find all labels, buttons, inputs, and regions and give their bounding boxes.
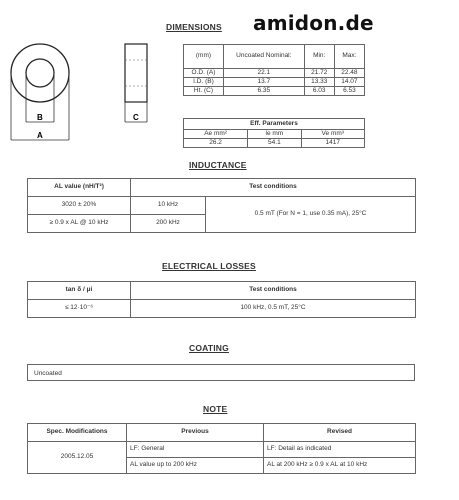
loss-condition: 100 kHz, 0.5 mT, 25°C [131,300,416,318]
test-condition: 0.5 mT (For N = 1, use 0.35 mA), 25°C [206,197,416,233]
inductance-table [27,178,416,233]
dim-header: (mm) [184,45,224,69]
losses-header: Test conditions [131,282,416,300]
note-title: NOTE [203,404,228,414]
dim-header: Min: [304,45,334,69]
coating-title: COATING [189,343,229,353]
eff-header: Ve mm³ [301,130,364,139]
dim-cell: 22.1 [223,69,304,78]
table-row [28,442,416,458]
previous-cell: AL value up to 200 kHz [127,458,264,474]
eff-title: Eff. Parameters [184,119,365,130]
revised-cell: AL at 200 kHz ≥ 0.9 x AL at 10 kHz [264,458,416,474]
inductance-header: AL value (nH/T²) [28,179,131,197]
dim-cell: 13.7 [223,78,304,87]
coating-box [27,364,415,381]
al-value: ≥ 0.9 x AL @ 10 kHz [28,215,131,233]
toroid-inner-circle [26,59,54,87]
revised-cell: LF: Detail as indicated [264,442,416,458]
dim-cell: 6.35 [223,87,304,96]
note-table [27,423,416,474]
note-header: Previous [127,424,264,442]
table-row [28,300,416,318]
note-header: Revised [264,424,416,442]
toroid-side-view [125,44,147,102]
dim-cell: 6.53 [334,87,364,96]
losses-header: tan δ / μi [28,282,131,300]
dim-cell: 14.07 [334,78,364,87]
label-b: B [37,113,43,122]
modification-date: 2005.12.05 [28,442,127,474]
dimensions-table [183,44,365,96]
losses-table [27,281,416,318]
dim-cell: 6.03 [304,87,334,96]
table-row [184,87,365,96]
toroid-outer-circle [11,44,69,102]
dim-cell: 22.48 [334,69,364,78]
dim-cell: O.D. (A) [184,69,224,78]
table-row [28,197,416,215]
losses-title: ELECTRICAL LOSSES [162,261,256,271]
label-c: C [133,113,139,122]
eff-value: 1417 [301,139,364,148]
test-frequency: 10 kHz [131,197,206,215]
al-value: 3020 ± 20% [28,197,131,215]
loss-value: ≤ 12·10⁻⁶ [28,300,131,318]
inductance-header: Test conditions [131,179,416,197]
test-frequency: 200 kHz [131,215,206,233]
eff-value: 54.1 [248,139,301,148]
brand-logo-text: amidon.de [253,11,374,35]
dim-cell: I.D. (B) [184,78,224,87]
table-row [184,69,365,78]
table-row [184,78,365,87]
dim-cell: Ht. (C) [184,87,224,96]
note-header: Spec. Modifications [28,424,127,442]
eff-header: Ae mm² [184,130,248,139]
coating-value: Uncoated [34,370,62,377]
dim-header: Uncoated Nominal: [223,45,304,69]
dim-header: Max: [334,45,364,69]
eff-value: 26.2 [184,139,248,148]
dimensions-title: DIMENSIONS [166,22,222,32]
eff-parameters-table [183,118,365,148]
eff-header: le mm [248,130,301,139]
toroid-drawing [0,38,160,153]
inductance-title: INDUCTANCE [189,160,247,170]
dim-cell: 13.33 [304,78,334,87]
label-a: A [37,131,43,140]
previous-cell: LF: General [127,442,264,458]
dim-cell: 21.72 [304,69,334,78]
